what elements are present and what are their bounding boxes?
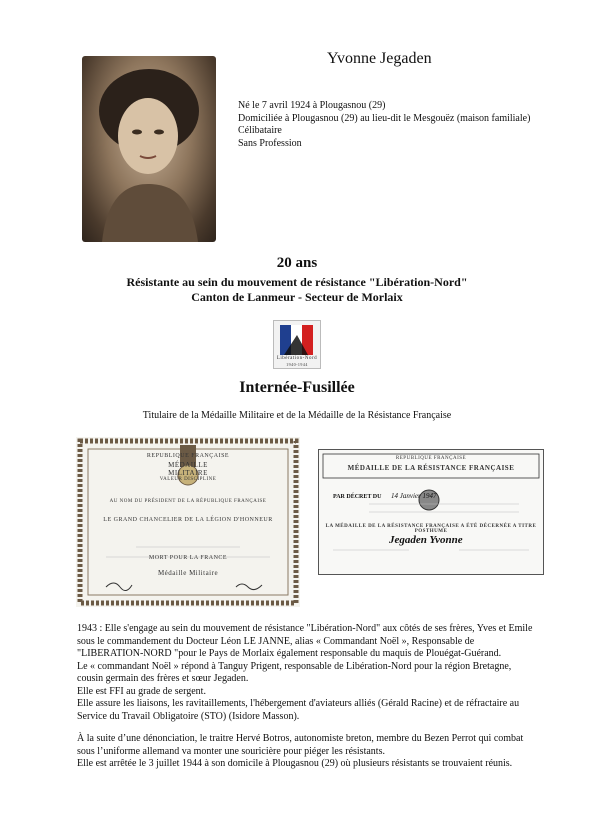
story-paragraph: À la suite d’une dénonciation, le traitre Hervé Botros, autonomiste breton, membre du Bezen Perrot qui combat sous l’uniforme allemand va monter une souricière pour piéger les résistants.: [77, 733, 524, 757]
cert2-decree: PAR DÉCRET DU: [333, 494, 382, 500]
logo-text-2: 1940-1944: [286, 362, 308, 367]
bio-profession: Sans Profession: [238, 137, 302, 149]
person-name: Yvonne Jegaden: [327, 50, 432, 67]
military-medal-certificate: [76, 437, 300, 607]
cert1-title1: MÉDAILLE: [168, 461, 208, 469]
role-heading: [0, 275, 594, 305]
story-paragraph: Elle assure les liaisons, les ravitaillements, l'hébergement d'aviateurs alliés (Gérald Racine) et de réfractaire au Service du Travail Obligatoire (STO) (Isidore Masson).: [77, 698, 520, 722]
cert1-republic: REPUBLIQUE FRANÇAISE: [146, 453, 230, 459]
story-paragraph: 1943 : Elle s'engage au sein du mouvement de résistance "Libération-Nord" aux côtés de ses frères, Yves et Emile sous le commandement du Docteur Léon LE JANNE, alias « Commandant Noël », Responsable de "LIBERATION-NORD "pour le Pays de Morlaix également responsable du maquis de Plouégat-Guérand.: [77, 623, 533, 659]
cert1-intro: AU NOM DU PRÉSIDENT DE LA RÉPUBLIQUE FRANÇAISE: [109, 499, 267, 504]
portrait-photo: [82, 56, 216, 242]
cert2-date: 14 Janvier 1947: [391, 492, 437, 500]
biography-text: [77, 623, 537, 771]
logo-text-1: Libération-Nord: [276, 356, 318, 361]
story-paragraph: Elle est FFI au grade de sergent.: [77, 685, 206, 697]
cert2-award: LA MÉDAILLE DE LA RÉSISTANCE FRANÇAISE A ÉTÉ DÉCERNÉE A TITRE POSTHUME: [325, 524, 537, 534]
story-paragraph: Elle est arrêtée le 3 juillet 1944 à son domicile à Plougasnou (29) où plusieurs résistants se trouvaient réunis.: [77, 758, 513, 769]
cert1-motto: VALEUR DISCIPLINE: [159, 477, 217, 482]
resistance-medal-certificate: [318, 449, 544, 575]
medals-caption: Titulaire de la Médaille Militaire et de la Médaille de la Résistance Française: [142, 410, 452, 421]
liberation-nord-logo: [273, 320, 321, 369]
cert2-recipient: Jegaden Yvonne: [389, 534, 463, 546]
cert2-republic: REPUBLIQUE FRANÇAISE: [395, 456, 467, 461]
age-heading: 20 ans: [276, 255, 318, 271]
status-heading: Internée-Fusillée: [239, 379, 355, 396]
cert1-chancellor: LE GRAND CHANCELIER DE LA LÉGION D'HONNEUR: [103, 517, 273, 523]
bio-birth: Né le 7 avril 1924 à Plougasnou (29): [238, 100, 386, 111]
bio-block: [238, 100, 538, 150]
cert1-title2: MILITAIRE: [168, 469, 208, 477]
role-line-2: Canton de Lanmeur - Secteur de Morlaix: [191, 290, 403, 304]
cert1-cause: MORT POUR LA FRANCE: [148, 555, 228, 561]
cert2-title: MÉDAILLE DE LA RÉSISTANCE FRANÇAISE: [347, 464, 515, 472]
bio-domicile: Domiciliée à Plougasnou (29) au lieu-dit le Mesgouëz (maison familiale): [238, 112, 531, 124]
cert1-medal: Médaille Militaire: [157, 569, 219, 577]
story-paragraph: Le « commandant Noël » répond à Tanguy Prigent, responsable de Libération-Nord pour la région Bretagne, cousin germain des frères et sœur Jegaden.: [77, 660, 512, 684]
bio-status: Célibataire: [238, 125, 282, 136]
role-line-1: Résistante au sein du mouvement de résistance "Libération-Nord": [126, 275, 468, 289]
